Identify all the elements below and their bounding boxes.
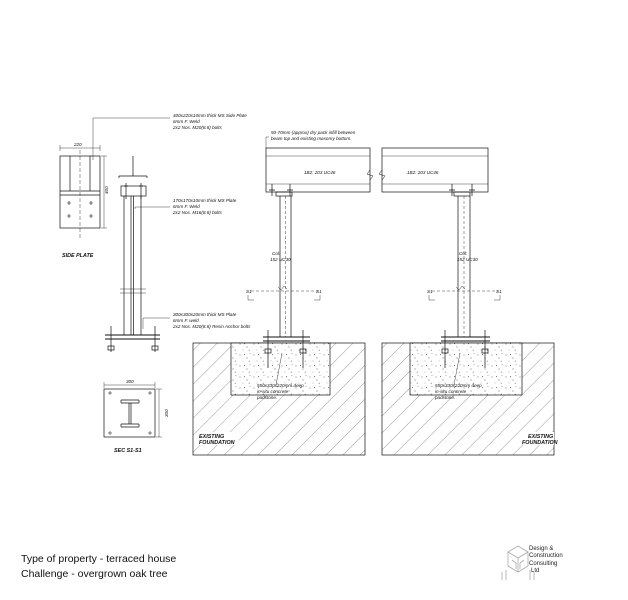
column-label-2: 152 UC30 xyxy=(457,257,478,262)
section-mark-left: S1 xyxy=(427,289,433,294)
base-plate-note-3: 2x2 Nos. M20(8.8) Resin Anchor bolts xyxy=(173,324,251,329)
section-width-dim: 300 xyxy=(126,379,134,384)
section-mark-right: S1 xyxy=(316,289,322,294)
caption-challenge: Challenge - overgrown oak tree xyxy=(21,568,168,580)
caption-property-type: Type of property - terraced house xyxy=(21,553,177,565)
foundation-label-2: FOUNDATION xyxy=(199,440,235,446)
column-elevation-detail xyxy=(105,156,170,352)
side-plate-note-1: 400x220x10mm thick MS Side Plate xyxy=(173,113,247,118)
section-label: SEC S1-S1 xyxy=(114,448,142,454)
column-label-1: Col: xyxy=(272,251,281,256)
section-height-dim: 300 xyxy=(164,409,169,417)
side-plate-note-2: 6mm F. Weld xyxy=(173,119,200,124)
dry-pack-note-2: beam top and existing masonry bottom. xyxy=(271,136,352,141)
padstone-note-1: 550x330x220mm deep xyxy=(257,383,304,388)
foundation-label-1: EXISTING xyxy=(199,434,225,440)
beam-label: 1B2: 203 UC46 xyxy=(407,170,439,175)
base-plate-note-2: 6mm F. weld xyxy=(173,318,199,323)
base-plate-note-1: 300x300x20mm thick MS Plate xyxy=(173,312,237,317)
padstone-note-3: padstone. xyxy=(257,395,278,400)
company-name-line-4: Ltd xyxy=(531,567,540,574)
company-name-line-1: Design & xyxy=(529,546,554,552)
company-name xyxy=(529,546,563,575)
padstone-note-3: padstone. xyxy=(435,395,456,400)
side-plate-note-3: 2x2 Nos. M20(8.8) bolts xyxy=(173,125,222,130)
frame-1 xyxy=(193,148,373,455)
frame-2 xyxy=(379,148,558,455)
column-label-2: 152 UC30 xyxy=(270,257,291,262)
section-mark-left: S1 xyxy=(246,289,252,294)
foundation-label-2: FOUNDATION xyxy=(522,440,558,446)
section-s1-detail xyxy=(104,382,162,437)
beam-label: 1B2: 203 UC46 xyxy=(304,170,336,175)
section-mark-right: S1 xyxy=(496,289,502,294)
side-plate-width-dim: 220 xyxy=(74,142,82,147)
padstone-note-1: 550x330x220mm deep xyxy=(435,383,482,388)
padstone-note-2: in-situ concrete xyxy=(435,389,467,394)
side-plate-detail xyxy=(60,118,170,240)
company-name-line-3: Consulting xyxy=(529,560,558,567)
cap-plate-note-2: 6mm F. Weld xyxy=(173,204,200,209)
foundation-label-1: EXISTING xyxy=(528,434,554,440)
dry-pack-note-1: 50-70mm (approx) dry pack infill between xyxy=(271,130,356,135)
company-name-line-2: Construction xyxy=(529,553,563,560)
padstone-note-2: in-situ concrete xyxy=(257,389,289,394)
cap-plate-note-3: 2x2 Nos. M16(8.8) bolts xyxy=(173,210,222,215)
side-plate-label: SIDE PLATE xyxy=(62,253,94,259)
cap-plate-note-1: 170x170x10mm thick MS Plate xyxy=(173,198,237,203)
side-plate-height-dim: 400 xyxy=(104,186,109,194)
dry-pack-leader xyxy=(266,137,269,148)
column-label-1: Col: xyxy=(459,251,468,256)
side-plate-bolts xyxy=(67,201,93,218)
